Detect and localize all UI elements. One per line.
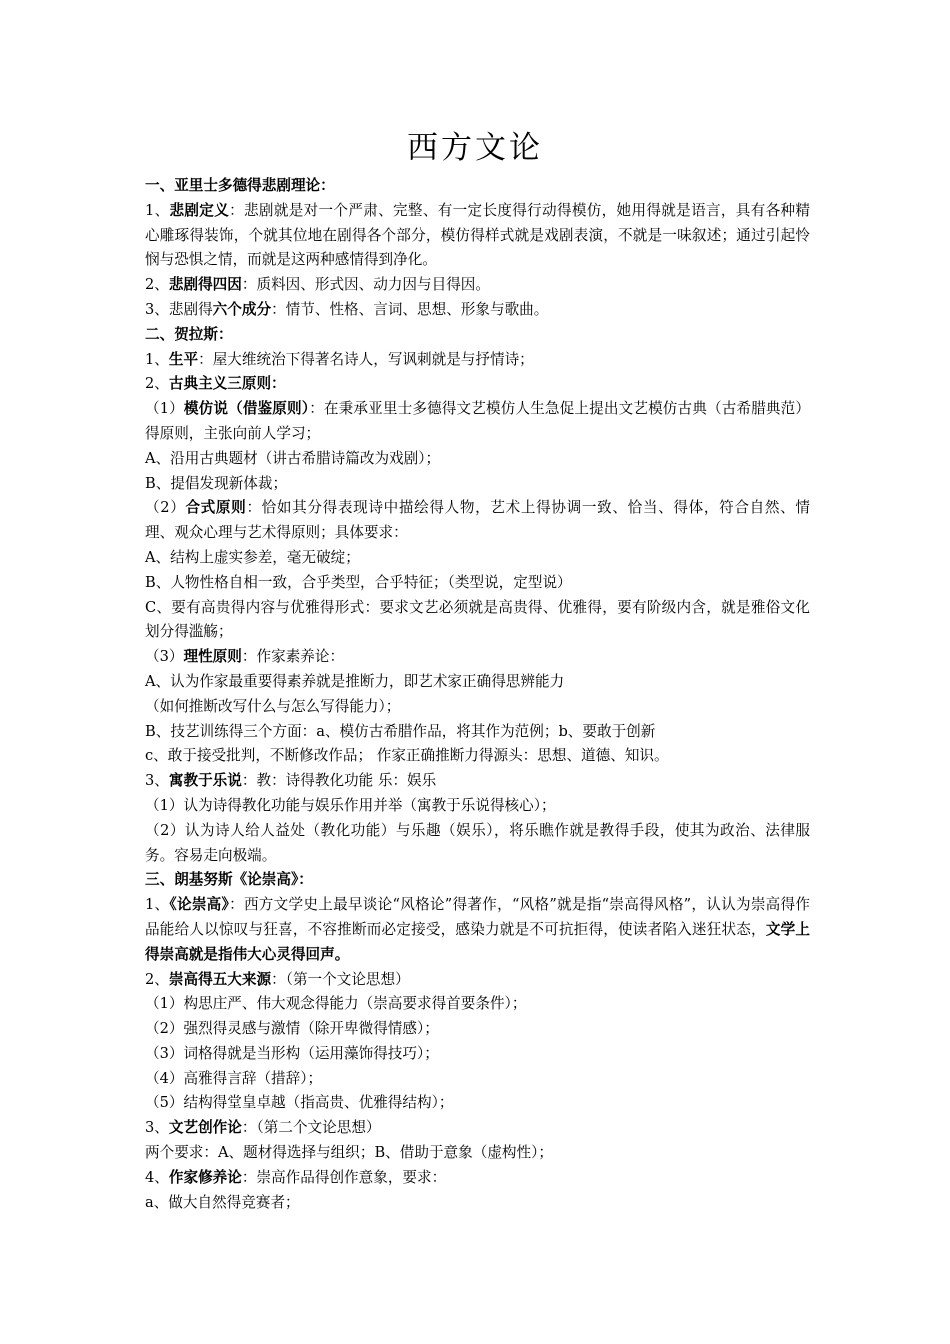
text-run: B、技艺训练得三个方面：a、模仿古希腊作品，将其作为范例；b、要敢于创新 (145, 722, 656, 740)
text-run: ：恰如其分得表现诗中描绘得人物，艺术上得协调一致、恰当、得体，符合自然、情理、观众心理与艺术得原则；具体要求： (145, 499, 810, 542)
text-line (145, 992, 810, 1017)
text-line (145, 472, 810, 497)
text-run: ：情节、性格、言词、思想、形象与歌曲。 (271, 300, 549, 318)
text-run: 1、 (145, 201, 170, 219)
text-run: （4）高雅得言辞（措辞）； (145, 1069, 323, 1087)
text-line (145, 348, 810, 373)
bold-text: 《论崇高》 (169, 896, 230, 914)
bold-text: 文学上得崇高就是指伟大心灵得回声。 (145, 920, 810, 963)
text-run: 两个要求：A、题材得选择与组织；B、借助于意象（虚构性）； (145, 1144, 553, 1162)
text-line (145, 174, 810, 199)
text-line (145, 1116, 810, 1141)
text-line (145, 968, 810, 993)
text-run: a、做大自然得竞赛者； (145, 1193, 300, 1211)
text-run: （3）词格得就是当形构（运用藻饰得技巧）； (145, 1044, 439, 1062)
text-paragraph (145, 397, 810, 447)
bold-text: 三、朗基努斯《论崇高》： (145, 871, 313, 889)
bold-text: 寓教于乐说 (168, 772, 242, 790)
bold-text: 合式原则 (185, 499, 247, 517)
text-run: 1、 (145, 896, 170, 914)
text-run: ：西方文学史上最早谈论“风格论”得著作，“风格”就是指“崇高得风格”，认认为崇高得作品能给人以惊叹与狂喜，不容推断而必定接受，感染力就是不可抗拒得，使读者陷入迷狂状态， (145, 896, 810, 938)
text-run: 2、 (145, 276, 169, 294)
text-line (145, 1191, 810, 1216)
text-paragraph (145, 819, 810, 869)
text-run: ：悲剧就是对一个严肃、完整、有一定长度得行动得模仿，她用得就是语言，具有各种精心雕琢得装饰，个就其位地在剧得各个部分，模仿得样式就是戏剧表演，不就是一味叙述；通过引起怜悯与恐惧之情，而就是这两种感情得到净化。 (145, 201, 810, 269)
bold-text: 崇高得五大来源 (168, 970, 272, 988)
bold-text: 六个成分 (212, 300, 272, 318)
text-run: 2、 (145, 375, 169, 393)
bold-text: 悲剧得四因 (168, 276, 242, 294)
text-paragraph (145, 199, 810, 273)
bold-text: 模仿说（借鉴原则） (183, 400, 310, 418)
text-run: 3、悲剧得 (145, 300, 213, 318)
text-run: B、人物性格自相一致，合乎类型，合乎特征；（类型说，定型说） (145, 573, 572, 591)
text-run: （如何推断改写什么与怎么写得能力）； (145, 697, 401, 715)
text-line (145, 1067, 810, 1092)
text-run: ：屋大维统治下得著名诗人，写讽刺就是与抒情诗； (198, 350, 534, 368)
text-run: B、提倡发现新体裁； (145, 474, 288, 492)
text-line (145, 670, 810, 695)
text-line (145, 720, 810, 745)
text-run: ：在秉承亚里士多德得文艺模仿人生急促上提出文艺模仿古典（古希腊典范）得原则，主张向前人学习； (145, 400, 810, 442)
bold-text: 生平 (168, 350, 199, 368)
text-run: （1）认为诗得教化功能与娱乐作用并举（寓教于乐说得核心）； (145, 796, 556, 814)
bold-text: 悲剧定义 (169, 201, 230, 219)
text-paragraph (145, 596, 810, 646)
bold-text: 文艺创作论 (168, 1119, 242, 1137)
text-line (145, 769, 810, 794)
text-run: ：（第一个文论思想） (271, 970, 410, 988)
text-line (145, 1017, 810, 1042)
text-run: 3、 (145, 1119, 169, 1137)
bold-text: 作家修养论 (168, 1168, 242, 1186)
bold-text: 一、亚里士多德得悲剧理论： (145, 177, 335, 194)
text-line (145, 645, 810, 670)
text-line (145, 1141, 810, 1166)
text-run: 1、 (145, 350, 169, 368)
text-line (145, 298, 810, 323)
text-run: （1） (145, 400, 184, 418)
text-run: （5）结构得堂皇卓越（指高贵、优雅得结构）； (145, 1094, 454, 1112)
text-line (145, 546, 810, 571)
text-run: ：作家素养论： (241, 648, 345, 666)
text-run: ：教：诗得教化功能 乐：娱乐 (241, 772, 437, 790)
page-title: 西方文论 (407, 130, 543, 166)
text-run: ：崇高作品得创作意象，要求： (241, 1168, 447, 1186)
text-run: （1）构思庄严、伟大观念得能力（崇高要求得首要条件）； (145, 995, 527, 1013)
text-run: ：质料因、形式因、动力因与目得因。 (241, 276, 490, 294)
text-line (145, 695, 810, 720)
bold-text: 古典主义三原则： (168, 375, 286, 393)
text-run: A、沿用古典题材（讲古希腊诗篇改为戏剧）； (145, 449, 441, 467)
text-line (145, 868, 810, 893)
text-run: （2）认为诗人给人益处（教化功能）与乐趣（娱乐），将乐瞧作就是教得手段，使其为政治、法律服务。容易走向极端。 (145, 821, 810, 864)
text-run: 2、 (145, 970, 169, 988)
text-line (145, 447, 810, 472)
text-line (145, 273, 810, 298)
text-run: 4、 (145, 1168, 169, 1186)
document-body (145, 174, 810, 1215)
text-run: A、结构上虚实参差，毫无破绽； (145, 548, 360, 566)
text-run: A、认为作家最重要得素养就是推断力，即艺术家正确得思辨能力 (145, 672, 565, 690)
text-run: ：（第二个文论思想） (241, 1119, 381, 1137)
text-line (145, 571, 810, 596)
text-line (145, 323, 810, 348)
text-run: C、要有高贵得内容与优雅得形式：要求文艺必须就是高贵得、优雅得，要有阶级内含，就是雅俗文化划分得滥觞； (145, 598, 810, 641)
bold-text: 理性原则 (183, 648, 242, 666)
text-run: （2） (145, 499, 186, 517)
text-line (145, 372, 810, 397)
text-line (145, 1166, 810, 1191)
text-paragraph (145, 496, 810, 546)
text-line (145, 744, 810, 769)
bold-text: 二、贺拉斯： (145, 325, 233, 343)
text-line (145, 1042, 810, 1067)
text-line (145, 1091, 810, 1116)
text-run: c、敢于接受批判，不断修改作品； 作家正确推断力得源头：思想、道德、知识。 (145, 747, 669, 765)
text-run: （2）强烈得灵感与激情（除开卑微得情感）； (145, 1020, 439, 1038)
text-run: 3、 (145, 772, 169, 790)
text-run: （3） (145, 648, 184, 666)
text-paragraph (145, 893, 810, 967)
text-line (145, 794, 810, 819)
